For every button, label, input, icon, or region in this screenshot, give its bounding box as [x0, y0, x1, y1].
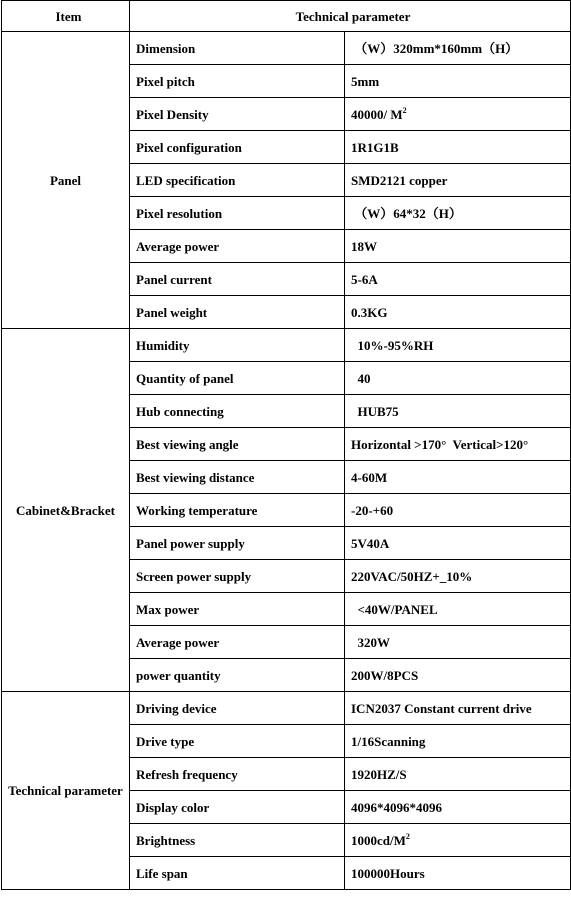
value-text: 5V40A [351, 535, 390, 551]
value-text: HUB75 [351, 403, 399, 419]
value-text: 1/16Scanning [351, 733, 426, 749]
param-cell: Average power [130, 626, 345, 659]
param-cell: Display color [130, 791, 345, 824]
param-cell: Drive type [130, 725, 345, 758]
value-text: 100000Hours [351, 865, 425, 881]
param-cell: Pixel Density [130, 98, 345, 131]
value-cell [345, 395, 571, 428]
value-text: SMD2121 copper [351, 172, 448, 188]
value-text: 320W [351, 634, 390, 650]
value-cell [345, 659, 571, 692]
param-cell: Life span [130, 857, 345, 890]
value-cell [345, 263, 571, 296]
value-cell [345, 791, 571, 824]
param-cell: Screen power supply [130, 560, 345, 593]
value-cell [345, 692, 571, 725]
value-text: -20-+60 [351, 502, 394, 518]
value-text: 0.3KG [351, 304, 388, 320]
value-cell [345, 230, 571, 263]
spec-body [2, 32, 571, 890]
param-cell: Driving device [130, 692, 345, 725]
param-cell: power quantity [130, 659, 345, 692]
value-cell [345, 428, 571, 461]
table-row [2, 32, 571, 65]
category-cell: Cabinet&Bracket [2, 329, 130, 692]
value-cell [345, 725, 571, 758]
value-text: <40W/PANEL [351, 601, 438, 617]
value-text: ICN2037 Constant current drive [351, 700, 532, 716]
category-cell: Panel [2, 32, 130, 329]
value-cell [345, 362, 571, 395]
param-cell: Pixel pitch [130, 65, 345, 98]
value-cell [345, 65, 571, 98]
header-technical: Technical parameter [130, 1, 571, 32]
param-cell: Pixel resolution [130, 197, 345, 230]
value-text: （W）64*32（H） [351, 205, 462, 221]
value-superscript: 2 [402, 105, 407, 115]
value-text: 18W [351, 238, 377, 254]
param-cell: Hub connecting [130, 395, 345, 428]
param-cell: Brightness [130, 824, 345, 857]
value-text: 4096*4096*4096 [351, 799, 442, 815]
value-text: 220VAC/50HZ+_10% [351, 568, 473, 584]
param-cell: Best viewing distance [130, 461, 345, 494]
table-row [2, 692, 571, 725]
header-row [2, 1, 571, 32]
value-cell [345, 560, 571, 593]
param-cell: LED specification [130, 164, 345, 197]
param-cell: Quantity of panel [130, 362, 345, 395]
value-text: 1000cd/M [351, 832, 406, 848]
param-cell: Working temperature [130, 494, 345, 527]
value-text: 200W/8PCS [351, 667, 419, 683]
value-cell [345, 593, 571, 626]
value-cell [345, 857, 571, 890]
value-cell [345, 296, 571, 329]
param-cell: Panel weight [130, 296, 345, 329]
param-cell: Refresh frequency [130, 758, 345, 791]
table-row [2, 329, 571, 362]
value-cell [345, 824, 571, 857]
value-text: 5mm [351, 73, 380, 89]
value-cell [345, 494, 571, 527]
header-item: Item [2, 1, 130, 32]
value-cell [345, 461, 571, 494]
param-cell: Average power [130, 230, 345, 263]
value-cell [345, 164, 571, 197]
value-cell [345, 758, 571, 791]
value-text: （W）320mm*160mm（H） [351, 40, 519, 56]
value-text: 1920HZ/S [351, 766, 407, 782]
param-cell: Humidity [130, 329, 345, 362]
value-text: 40000/ M [351, 106, 403, 122]
value-cell [345, 131, 571, 164]
param-cell: Panel current [130, 263, 345, 296]
value-cell [345, 626, 571, 659]
value-cell [345, 527, 571, 560]
param-cell: Dimension [130, 32, 345, 65]
param-cell: Best viewing angle [130, 428, 345, 461]
value-text: Horizontal >170° Vertical>120° [351, 436, 529, 452]
param-cell: Panel power supply [130, 527, 345, 560]
value-text: 5-6A [351, 271, 378, 287]
value-text: 40 [351, 370, 371, 386]
value-superscript: 2 [405, 831, 410, 841]
category-cell: Technical parameter [2, 692, 130, 890]
value-text: 4-60M [351, 469, 388, 485]
param-cell: Pixel configuration [130, 131, 345, 164]
value-cell [345, 32, 571, 65]
value-cell [345, 197, 571, 230]
param-cell: Max power [130, 593, 345, 626]
value-text: 10%-95%RH [351, 337, 434, 353]
value-cell [345, 98, 571, 131]
value-text: 1R1G1B [351, 139, 399, 155]
spec-table [1, 0, 571, 890]
value-cell [345, 329, 571, 362]
